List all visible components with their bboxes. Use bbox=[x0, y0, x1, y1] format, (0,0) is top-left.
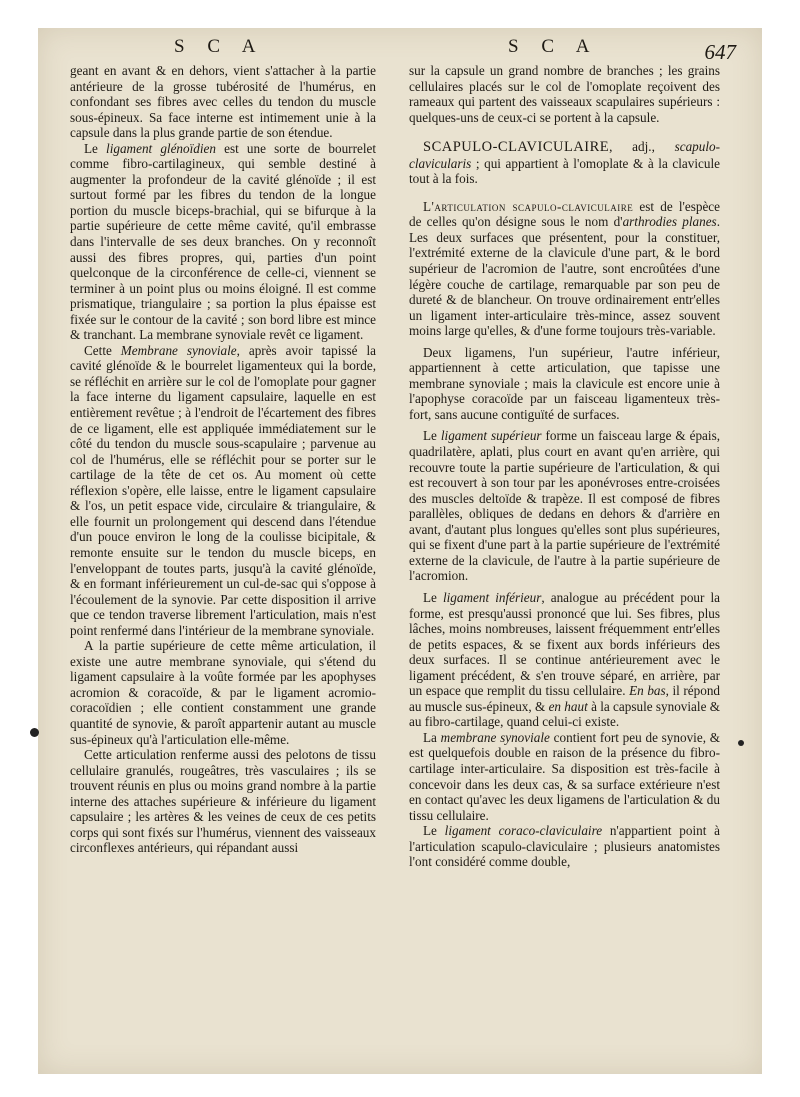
lead-text: Le bbox=[423, 589, 443, 605]
ink-blot-mark bbox=[30, 728, 39, 737]
right-column bbox=[409, 63, 720, 870]
body-text: ; qui appartient à l'omoplate & à la clavicule tout à la fois. bbox=[409, 155, 720, 187]
italic-term: En bas bbox=[629, 683, 666, 699]
paragraph bbox=[409, 730, 720, 823]
lead-text: Le bbox=[423, 428, 441, 444]
body-text: . Les deux surfaces que présentent, pour la constituer, l'extrémité externe de la clavicule d'une part, & le bord supérieur de l'acromion de l'autre, sont encroûtées d'une légère couche de cartilage, remarquable par son peu de dureté & de blancheur. On trouve ordinairement entr'elles un ligament inter-articulaire très-mince, assez souvent moins large qu'elles, & d'une forme toujours très-variable. bbox=[409, 214, 720, 339]
ink-blot-mark bbox=[738, 740, 744, 746]
italic-term: en haut bbox=[548, 698, 588, 714]
book-page bbox=[38, 28, 762, 1074]
body-text: n'appartient point à l'articulation scapulo-claviculaire ; plusieurs anatomistes l'ont considéré comme double, bbox=[409, 823, 720, 870]
term: ligament inférieur bbox=[442, 589, 542, 605]
lead-text: Le bbox=[423, 823, 445, 839]
paragraph bbox=[409, 590, 720, 730]
paragraph bbox=[70, 141, 376, 343]
lead-text: Cette bbox=[84, 342, 121, 358]
running-head-left: S C A bbox=[174, 36, 265, 57]
lead-text: La bbox=[423, 729, 441, 745]
paragraph bbox=[409, 823, 720, 870]
paragraph bbox=[70, 343, 376, 638]
entry-headword: SCAPULO-CLAVICULAIRE bbox=[423, 139, 610, 156]
paragraph: sur la capsule un grand nombre de branches ; les grains cellulaires placés sur le col de l'omoplate reçoivent des rameaux qui partent des vaisseaux scapulaires supérieurs : quelques-uns de ceux-ci se portent à la capsule. bbox=[409, 63, 720, 125]
body-text: contient fort peu de synovie, & est quelquefois double en raison de la présence du fibro-cartilage inter-articulaire. Sa disposition est très-facile à concevoir dans les deux cas, & sa surface extérieure n'est en contact qu'avec les deux ligamens de l'articulation & du tissu cellulaire. bbox=[409, 729, 721, 823]
latin-term: scapulo-clavicularis bbox=[409, 139, 720, 171]
paragraph bbox=[409, 199, 720, 339]
running-head-right: S C A bbox=[508, 36, 599, 57]
body-text: , après avoir tapissé la cavité glénoïde & le bourrelet ligamenteux qui la borde, se réfléchit en arrière sur le col de l'omoplate pour gagner la face interne du ligament capsulaire, laquelle en est entièrement revêtue ; à l'endroit de l'écartement des fibres de ce ligament, elle est appliquée immédiatement sur le côté du tendon du muscle sous-scapulaire ; parvenue au col de l'humérus, elle se réfléchit pour se porter sur le cartilage de la tête de cet os. Au moment où cette réflexion s'opère, elle laisse, entre le ligament capsulaire & l'os, un petit espace vide, circulaire & triangulaire, & elle fournit un prolongement qui descend dans l'étendue d'un pouce environ le long de la coulisse bicipitale, & remonte ensuite sur le tendon du muscle biceps, en l'enveloppant de toutes parts, jusqu'à la cavité glénoïde, & en formant inférieurement un cul-de-sac qui s'oppose à l'écoulement de la synovie. Par cette disposition il arrive que ce tendon traverse librement l'articulation, mais n'est point renfermé dans l'intérieur de la membrane synoviale. bbox=[70, 342, 376, 638]
page-number: 647 bbox=[704, 40, 736, 64]
body-text: est une sorte de bourrelet comme fibro-cartilagineux, qui semble destiné à augmenter la profondeur de la cavité glénoïde ; il est surtout formé par les fibres du tendon de la longue portion du muscle biceps-brachial, qui se bifurque à la partie supérieure de cette même cavité, qu'il embrasse dans l'intervalle de ses deux branches. On y reconnoît aussi des fibres propres, qui, parties d'un point quelconque de la circonférence de celle-ci, viennent se terminer à un point plus ou moins éloigné. Il est comme prismatique, triangulaire ; sa portion la plus épaisse est fixée sur le contour de la cavité ; son bord libre est mince & tranchant. La membrane synoviale revêt ce ligament. bbox=[70, 140, 376, 343]
term: ligament coraco-claviculaire bbox=[444, 823, 603, 839]
term: ligament glénoïdien bbox=[106, 140, 216, 156]
small-caps-term: L'articulation scapulo-claviculaire bbox=[423, 198, 634, 214]
paragraph: geant en avant & en dehors, vient s'attacher à la partie antérieure de la grosse tubérosité de l'humérus, en confondant ses fibres avec celles du tendon du muscle sous-épineux. Sa face interne est intimement unie à la capsule dans la plus grande partie de son étendue. bbox=[70, 63, 376, 141]
term: ligament supérieur bbox=[440, 428, 542, 444]
body-text: à la capsule synoviale & au fibro-cartilage, quand celui-ci existe. bbox=[409, 698, 720, 730]
body-text: , analogue au précédent pour la forme, est presqu'aussi prononcé que lui. Ses fibres, plus lâches, moins nombreuses, laissent fréquemment entr'elles de petits espaces, & se fixent aux bords inférieurs des deux surfaces. Il se continue antérieurement avec le ligament précédent, & s'en trouve séparé, en arrière, par un espace que remplit du tissu cellulaire. bbox=[409, 589, 720, 699]
left-column bbox=[70, 63, 376, 856]
lead-text: Le bbox=[84, 140, 107, 156]
body-text: , adj., bbox=[609, 139, 675, 155]
body-text: est de l'espèce de celles qu'on désigne sous le nom d' bbox=[409, 198, 721, 230]
paragraph: A la partie supérieure de cette même articulation, il existe une autre membrane synoviale, qui s'étend du ligament capsulaire à la voûte formée par les apophyses acromion & coracoïde, & par le ligament acromio-coracoïdien ; elle contient constamment une grande quantité de synovie, & paroît appartenir autant au muscle sus-épineux qu'à l'articulation elle-même. bbox=[70, 638, 376, 747]
body-text: forme un faisceau large & épais, quadrilatère, aplati, plus court en avant qu'en arrière, qui recouvre toute la partie supérieure de l'articulation, & qui est recouvert à son tour par les aponévroses entre-croisées des muscles deltoïde & trapèze. Il est composé de fibres parallèles, obliques de dedans en dehors & d'arrière en avant, d'autant plus longues qu'elles sont plus supérieures, qui se fixent d'une part à la partie supérieure de l'extrémité externe de la clavicule, de l'autre à la partie supérieure de l'acromion. bbox=[409, 428, 721, 584]
italic-term: arthrodies planes bbox=[622, 214, 717, 230]
paragraph bbox=[409, 428, 720, 583]
term: Membrane synoviale bbox=[120, 342, 237, 358]
paragraph: Deux ligamens, l'un supérieur, l'autre inférieur, appartiennent à cette articulation, que tapisse une membrane synoviale ; mais la clavicule est encore unie à l'apophyse coracoïde par un faisceau ligamenteux très-fort, sans aucune contiguïté de surfaces. bbox=[409, 344, 720, 422]
dictionary-entry bbox=[409, 139, 720, 187]
body-text: , il répond au muscle sus-épineux, & bbox=[409, 683, 721, 714]
paragraph: Cette articulation renferme aussi des pelotons de tissu cellulaire granulés, rougeâtres, très vasculaires ; ils se trouvent réunis en plus ou moins grand nombre à la partie interne des attaches supérieure & inférieure du ligament capsulaire ; les artères & les veines de ceux de ces petits corps qui sont fixés sur l'humérus, viennent des vaisseaux circonflexes antérieurs, qui répandant aussi bbox=[70, 747, 376, 856]
term: membrane synoviale bbox=[440, 729, 550, 745]
